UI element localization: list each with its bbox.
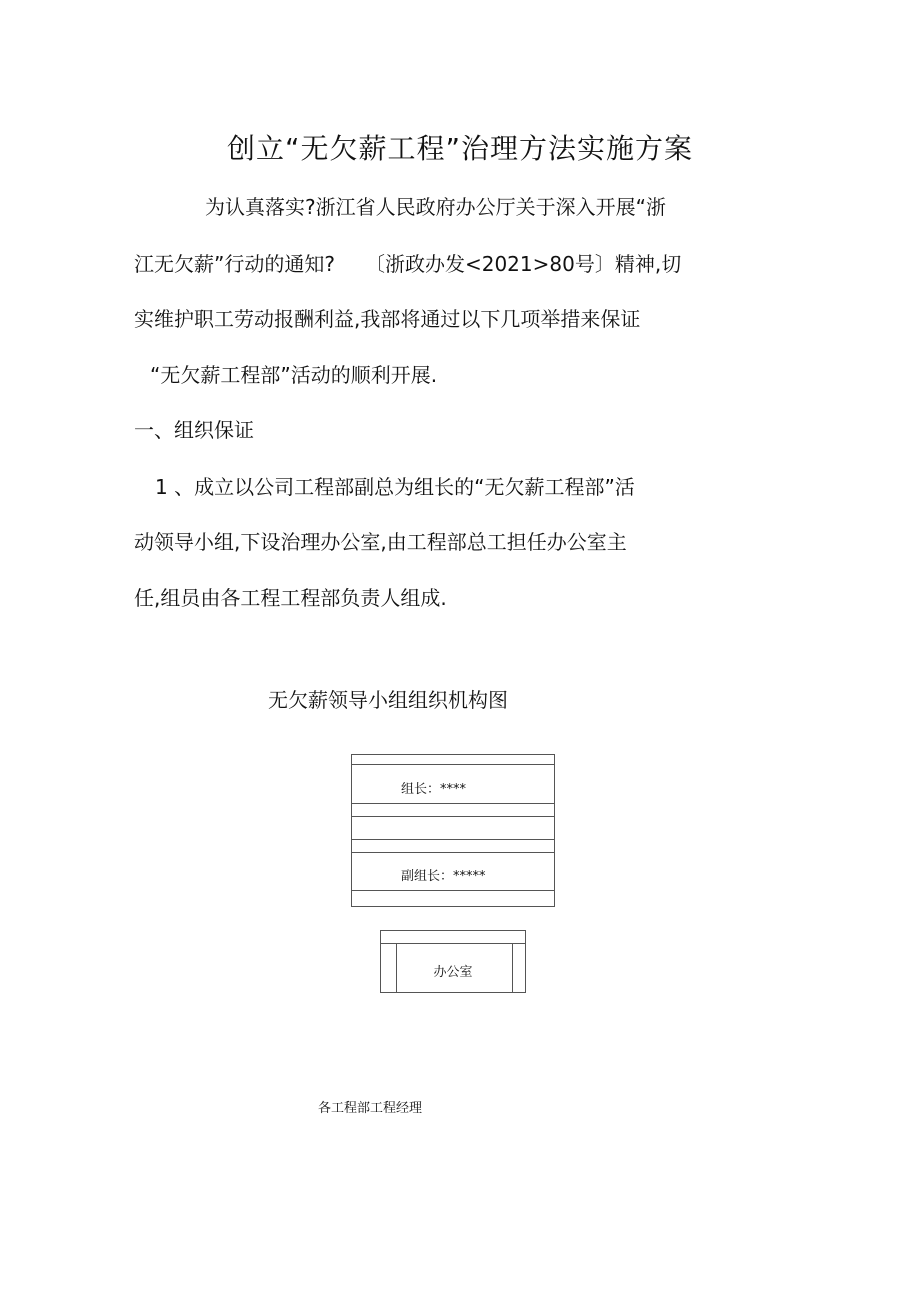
intro-line-4: “无欠薪工程部”活动的顺利开展. — [150, 363, 438, 387]
item1-line-1: 1 、成立以公司工程部副总为组长的“无欠薪工程部”活 — [155, 475, 635, 499]
project-managers-label: 各工程部工程经理 — [318, 1101, 423, 1116]
intro-line-2: 江无欠薪”行动的通知? 〔浙政办发<2021>80号〕精神,切 — [134, 252, 682, 276]
section-heading-organization: 一、组织保证 — [134, 418, 254, 442]
leadership-box — [351, 754, 555, 907]
item1-line-3: 任,组员由各工程工程部负责人组成. — [134, 586, 447, 610]
intro-line-3: 实维护职工劳动报酬利益,我部将通过以下几项举措来保证 — [134, 307, 641, 331]
divider — [352, 890, 554, 891]
office-label: 办公室 — [433, 965, 473, 980]
divider — [352, 852, 554, 853]
document-title: 创立“无欠薪工程”治理方法实施方案 — [226, 132, 693, 165]
item1-line-2: 动领导小组,下设治理办公室,由工程部总工担任办公室主 — [134, 530, 627, 554]
divider — [352, 839, 554, 840]
divider — [352, 816, 554, 817]
leader-label: 组长：**** — [401, 782, 467, 797]
org-chart-title: 无欠薪领导小组组织机构图 — [268, 688, 508, 712]
divider — [352, 803, 554, 804]
intro-line-1: 为认真落实?浙江省人民政府办公厅关于深入开展“浙 — [205, 195, 666, 219]
office-box — [380, 930, 526, 993]
deputy-leader-label: 副组长：***** — [401, 869, 486, 884]
divider — [352, 764, 554, 765]
divider — [381, 943, 525, 944]
